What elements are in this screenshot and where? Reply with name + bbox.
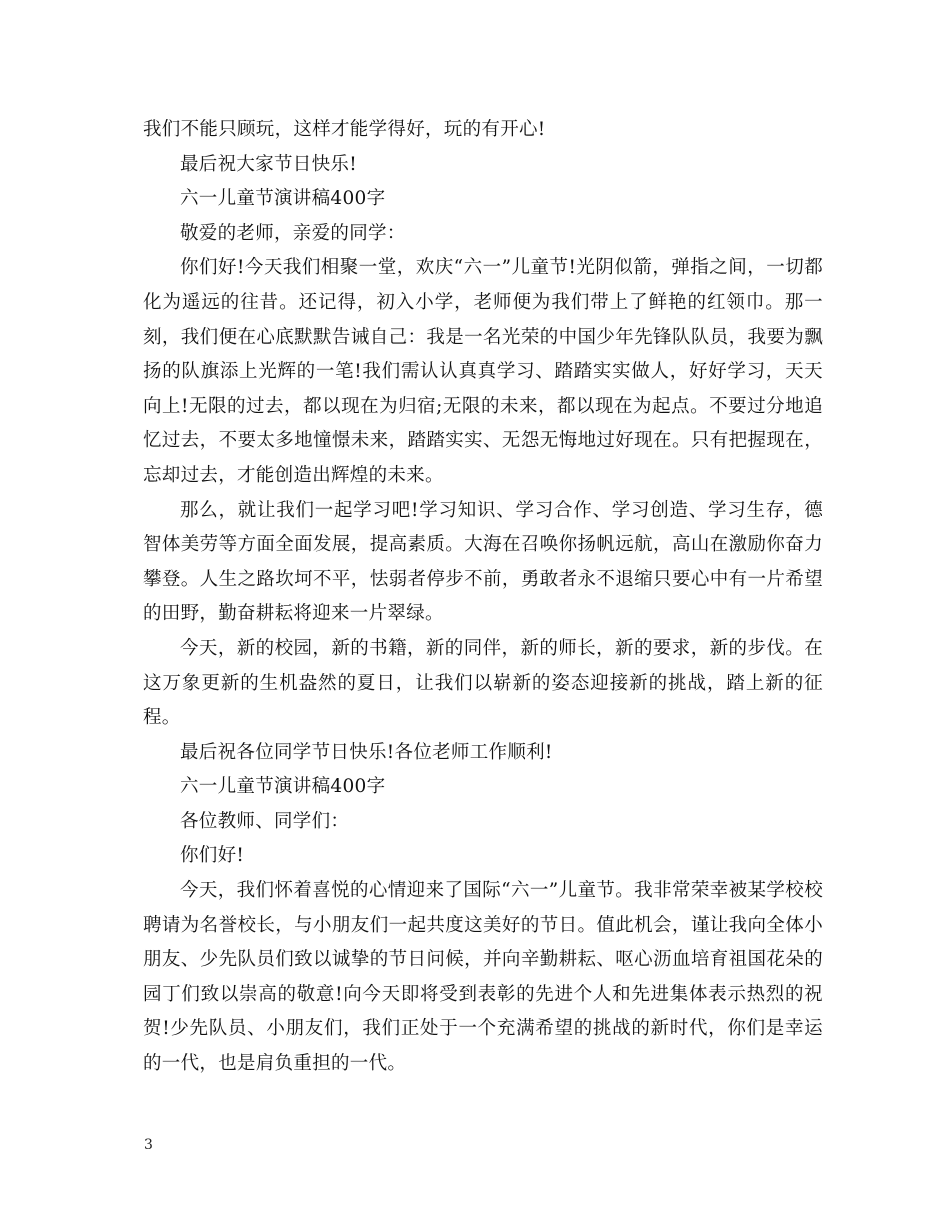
paragraph-speech-2-body-1: 今天，我们怀着喜悦的心情迎来了国际“六一”儿童节。我非常荣幸被某学校校聘请为名誉校长，与小朋友们一起共度这美好的节日。值此机会，谨让我向全体小朋友、少先队员们致以诚挚的节日问候，并向辛勤耕耘、呕心沥血培育祖国花朵的园丁们致以崇高的敬意!向今天即将受到表彰的先进个人和先进集体表示热烈的祝贺!少先队员、小朋友们，我们正处于一个充满希望的挑战的新时代，你们是幸运的一代，也是肩负重担的一代。 (143, 880, 823, 1075)
paragraph-speech-1-closing: 最后祝各位同学节日快乐!各位老师工作顺利! (180, 741, 553, 763)
salutation-2: 各位教师、同学们： (180, 810, 350, 832)
section-heading-speech-1: 六一儿童节演讲稿400字 (180, 188, 386, 210)
document-body (143, 113, 823, 1082)
paragraph-speech-1-body-2: 那么，就让我们一起学习吧!学习知识、学习合作、学习创造、学习生存，德智体美劳等方面全面发展，提高素质。大海在召唤你扬帆远航，高山在激励你奋力攀登。人生之路坎坷不平，怯弱者停步不前，勇敢者永不退缩只要心中有一片希望的田野，勤奋耕耘将迎来一片翠绿。 (143, 499, 823, 625)
paragraph-festival-wish: 最后祝大家节日快乐! (180, 153, 357, 175)
paragraph-speech-1-body-1: 你们好!今天我们相聚一堂，欢庆“六一”儿童节!光阴似箭，弹指之间，一切都化为遥远的往昔。还记得，初入小学，老师便为我们带上了鲜艳的红领巾。那一刻，我们便在心底默默告诫自己：我是一名光荣的中国少年先锋队队员，我要为飘扬的队旗添上光辉的一笔!我们需认认真真学习、踏踏实实做人，好好学习，天天向上!无限的过去，都以现在为归宿;无限的未来，都以现在为起点。不要过分地追忆过去，不要太多地憧憬未来，踏踏实实、无怨无悔地过好现在。只有把握现在，忘却过去，才能创造出辉煌的未来。 (143, 257, 823, 486)
section-heading-speech-2: 六一儿童节演讲稿400字 (180, 776, 386, 798)
salutation-1: 敬爱的老师，亲爱的同学： (180, 222, 406, 244)
paragraph-closing-line: 我们不能只顾玩，这样才能学得好，玩的有开心! (143, 119, 546, 140)
page-number: 3 (144, 1137, 153, 1153)
paragraph-speech-1-body-3: 今天，新的校园，新的书籍，新的同伴，新的师长，新的要求，新的步伐。在这万象更新的生机盎然的夏日，让我们以崭新的姿态迎接新的挑战，踏上新的征程。 (143, 637, 823, 729)
greeting: 你们好! (180, 845, 245, 867)
